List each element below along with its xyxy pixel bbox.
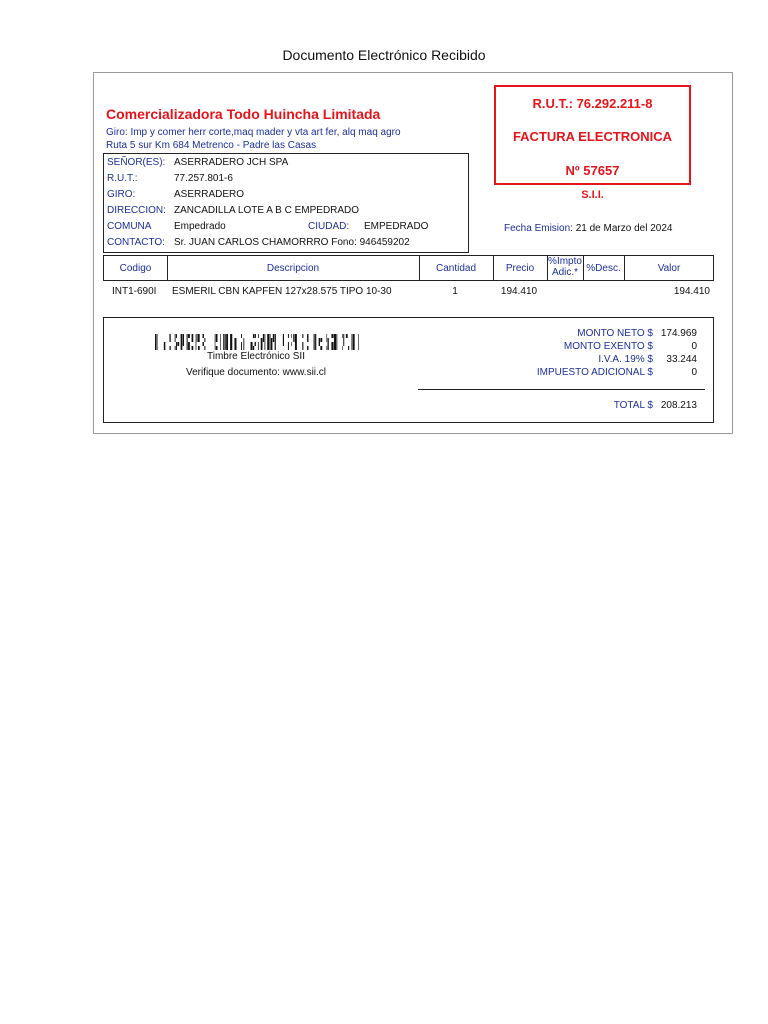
iva-label: I.V.A. 19% $	[598, 354, 653, 365]
row-precio: 194.410	[500, 286, 538, 297]
barcode-pdf417	[155, 334, 359, 350]
client-giro-label: GIRO:	[107, 189, 136, 200]
comuna-value: Empedrado	[174, 221, 226, 232]
items-table-header	[103, 255, 714, 281]
ciudad-value: EMPEDRADO	[364, 221, 429, 232]
fecha-value: 21 de Marzo del 2024	[575, 223, 673, 234]
client-rut-value: 77.257.801-6	[174, 173, 233, 184]
sii-label: S.I.I.	[581, 189, 604, 201]
client-giro-value: ASERRADERO	[174, 189, 245, 200]
issuer-address: Ruta 5 sur Km 684 Metrenco - Padre las Casas	[106, 140, 317, 151]
adicional-label: IMPUESTO ADICIONAL $	[536, 367, 653, 378]
fecha-label: Fecha Emision:	[504, 223, 573, 234]
neto-label: MONTO NETO $	[577, 328, 653, 339]
timbre-verify: Verifique documento: www.sii.cl	[185, 367, 327, 378]
contacto-label: CONTACTO:	[107, 237, 165, 248]
header-codigo: Codigo	[119, 263, 152, 274]
header-impto	[547, 256, 583, 278]
header-cantidad: Cantidad	[435, 263, 477, 274]
adicional-value: 0	[691, 367, 697, 378]
exento-label: MONTO EXENTO $	[563, 341, 653, 352]
direccion-value: ZANCADILLA LOTE A B C EMPEDRADO	[174, 205, 360, 216]
issuer-giro: Giro: Imp y comer herr corte,maq mader y vta art fer, alq maq agro	[106, 127, 401, 138]
ciudad-label: CIUDAD:	[308, 221, 350, 232]
page-title: Documento Electrónico Recibido	[282, 47, 486, 63]
totals-divider	[418, 389, 705, 390]
comuna-label: COMUNA	[107, 221, 152, 232]
exento-value: 0	[691, 341, 697, 352]
iva-value: 33.244	[666, 354, 697, 365]
header-valor: Valor	[657, 263, 681, 274]
total-value: 208.213	[660, 400, 697, 411]
row-descripcion: ESMERIL CBN KAPFEN 127x28.575 TIPO 10-30	[172, 286, 392, 297]
senores-label: SEÑOR(ES):	[107, 157, 166, 168]
issuer-name: Comercializadora Todo Huincha Limitada	[106, 106, 381, 122]
header-impto-line1: %Impto	[548, 256, 582, 267]
header-desc: %Desc.	[586, 263, 621, 274]
row-valor: 194.410	[673, 286, 710, 297]
fecha-emision	[504, 223, 672, 234]
document-type: FACTURA ELECTRONICA	[512, 129, 673, 144]
client-box	[103, 153, 469, 253]
header-descripcion: Descripcion	[266, 263, 320, 274]
client-rut-label: R.U.T.:	[107, 173, 138, 184]
document-id-box	[494, 85, 691, 185]
document-number: Nº 57657	[565, 163, 620, 178]
senores-value: ASERRADERO JCH SPA	[174, 157, 289, 168]
header-impto-line2: Adic.*	[551, 267, 579, 278]
header-precio: Precio	[505, 263, 535, 274]
timbre-label: Timbre Electrónico SII	[207, 351, 305, 362]
total-label: TOTAL $	[613, 400, 653, 411]
neto-value: 174.969	[660, 328, 697, 339]
contacto-value: Sr. JUAN CARLOS CHAMORRRO Fono: 946459202	[174, 237, 410, 248]
issuer-rut: R.U.T.: 76.292.211-8	[532, 96, 653, 111]
row-codigo: INT1-690I	[112, 286, 157, 297]
row-cantidad: 1	[452, 286, 458, 297]
direccion-label: DIRECCION:	[107, 205, 166, 216]
